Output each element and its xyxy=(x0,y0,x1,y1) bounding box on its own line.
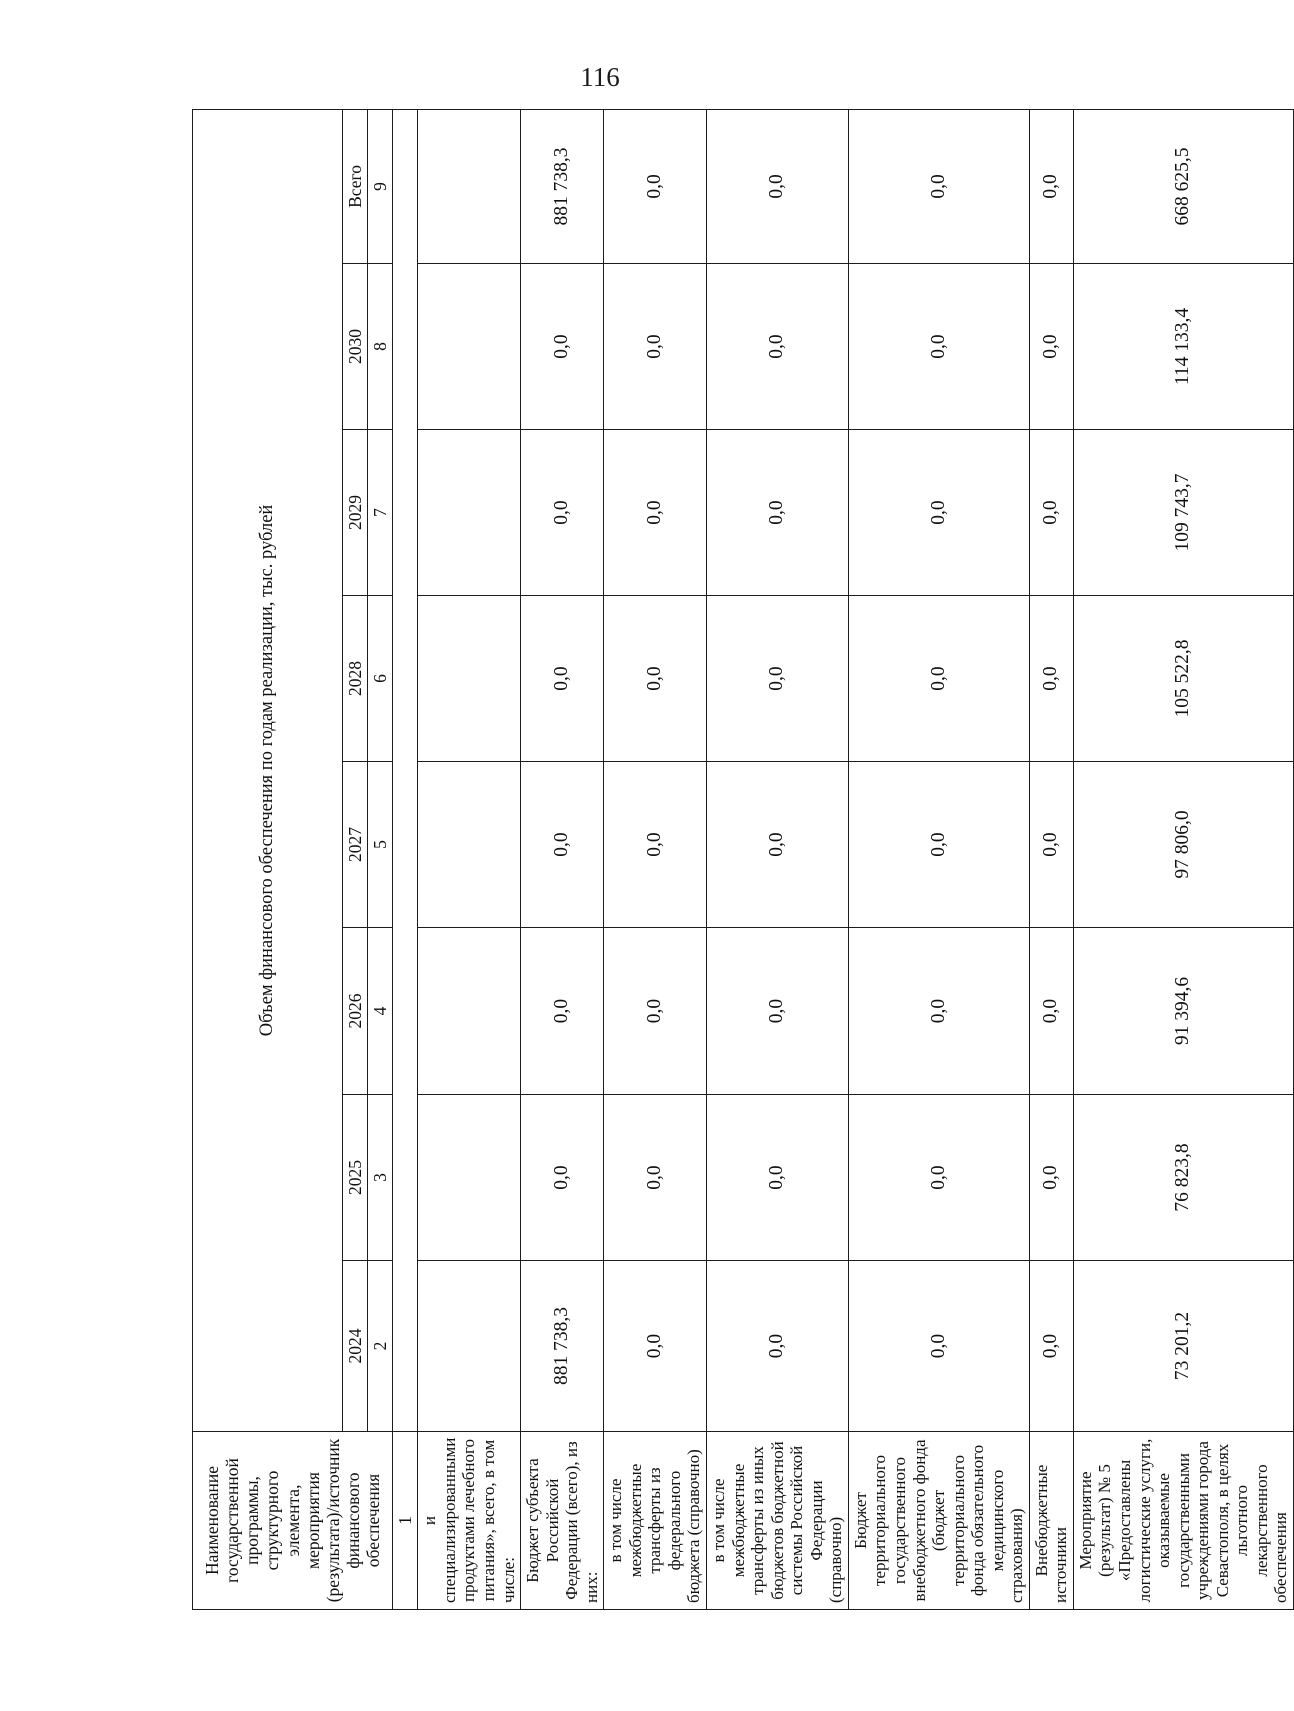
row-value xyxy=(418,109,521,263)
row-name: в том числе межбюджетные трансферты из иных бюджетов бюджетной системы Российской Федерации (справочно) xyxy=(707,1432,849,1610)
row-value: 0,0 xyxy=(707,430,849,596)
row-value xyxy=(418,430,521,596)
column-number: 2 xyxy=(368,1261,393,1432)
header-year: 2029 xyxy=(343,430,368,596)
header-total: Всего xyxy=(343,109,368,263)
header-year: 2025 xyxy=(343,1095,368,1261)
row-value: 0,0 xyxy=(707,264,849,430)
row-value: 0,0 xyxy=(1029,264,1073,430)
header-year: 2027 xyxy=(343,762,368,928)
row-value: 0,0 xyxy=(707,1095,849,1261)
column-number: 1 xyxy=(393,1432,418,1610)
row-value: 0,0 xyxy=(1029,762,1073,928)
row-value: 0,0 xyxy=(604,1261,707,1432)
row-value: 0,0 xyxy=(521,264,604,430)
row-name: и специализированными продуктами лечебного питания», всего, в том числе: xyxy=(418,1432,521,1610)
row-name: Мероприятие (результат) № 5 «Предоставлены логистические услуги, оказываемые государственными учреждениями города Севастополя, в целях льготного лекарственного обеспечения xyxy=(1073,1432,1293,1610)
row-value: 0,0 xyxy=(604,264,707,430)
row-value: 881 738,3 xyxy=(521,109,604,263)
row-value: 76 823,8 xyxy=(1073,1095,1293,1261)
table-row xyxy=(707,109,849,1609)
row-value: 0,0 xyxy=(848,109,1029,263)
row-value: 881 738,3 xyxy=(521,1261,604,1432)
header-year: 2024 xyxy=(343,1261,368,1432)
row-value: 0,0 xyxy=(707,928,849,1095)
column-number: 4 xyxy=(368,928,393,1095)
row-value: 0,0 xyxy=(1029,109,1073,263)
row-value: 0,0 xyxy=(604,596,707,762)
row-value: 0,0 xyxy=(1029,1261,1073,1432)
row-value: 0,0 xyxy=(521,928,604,1095)
row-value xyxy=(418,596,521,762)
column-number: 5 xyxy=(368,762,393,928)
row-value: 0,0 xyxy=(604,928,707,1095)
row-value: 0,0 xyxy=(707,1261,849,1432)
row-value: 0,0 xyxy=(1029,928,1073,1095)
column-number: 7 xyxy=(368,430,393,596)
header-row-1 xyxy=(193,109,343,1609)
table-row xyxy=(418,109,521,1609)
row-value: 0,0 xyxy=(848,762,1029,928)
header-name-column: Наименование государственной программы, структурного элемента, мероприятия (результата)/источник финансового обеспечения xyxy=(193,1432,393,1610)
row-value xyxy=(418,1095,521,1261)
row-value: 0,0 xyxy=(1029,1095,1073,1261)
header-row-years xyxy=(343,109,368,1609)
row-name: Бюджет территориального государственного внебюджетного фонда (бюджет территориального фонда обязательного медицинского страхования) xyxy=(848,1432,1029,1610)
row-name: Внебюджетные источники xyxy=(1029,1432,1073,1610)
row-value: 105 522,8 xyxy=(1073,596,1293,762)
table-row xyxy=(604,109,707,1609)
row-value: 0,0 xyxy=(848,928,1029,1095)
row-value xyxy=(418,264,521,430)
table-row xyxy=(1029,109,1073,1609)
row-value: 0,0 xyxy=(521,762,604,928)
column-number: 6 xyxy=(368,596,393,762)
row-value: 0,0 xyxy=(848,1261,1029,1432)
financing-table xyxy=(192,109,1294,1610)
row-value: 0,0 xyxy=(604,430,707,596)
header-year: 2028 xyxy=(343,596,368,762)
header-year: 2026 xyxy=(343,928,368,1095)
row-value: 0,0 xyxy=(521,430,604,596)
column-number: 9 xyxy=(368,109,393,263)
row-value: 0,0 xyxy=(604,1095,707,1261)
table-row xyxy=(521,109,604,1609)
row-value xyxy=(418,928,521,1095)
row-value: 0,0 xyxy=(604,109,707,263)
page-number: 116 xyxy=(580,62,620,92)
row-value: 0,0 xyxy=(848,596,1029,762)
row-value: 0,0 xyxy=(707,109,849,263)
row-value: 0,0 xyxy=(848,430,1029,596)
row-value: 109 743,7 xyxy=(1073,430,1293,596)
row-value: 91 394,6 xyxy=(1073,928,1293,1095)
column-number: 8 xyxy=(368,264,393,430)
header-year: 2030 xyxy=(343,264,368,430)
header-row-first-column-number xyxy=(393,109,418,1609)
row-value: 0,0 xyxy=(604,762,707,928)
row-value: 114 133,4 xyxy=(1073,264,1293,430)
row-value: 0,0 xyxy=(848,1095,1029,1261)
row-value: 97 806,0 xyxy=(1073,762,1293,928)
row-value: 0,0 xyxy=(707,596,849,762)
column-number-spacer xyxy=(393,109,418,1431)
header-volume-title: Объем финансового обеспечения по годам реализации, тыс. рублей xyxy=(193,109,343,1431)
row-value: 0,0 xyxy=(848,264,1029,430)
row-value xyxy=(418,1261,521,1432)
row-value: 668 625,5 xyxy=(1073,109,1293,263)
row-value: 0,0 xyxy=(521,1095,604,1261)
table-frame xyxy=(192,110,1291,1610)
table-row xyxy=(1073,109,1293,1609)
row-value xyxy=(418,762,521,928)
row-value: 0,0 xyxy=(1029,596,1073,762)
row-value: 73 201,2 xyxy=(1073,1261,1293,1432)
table-row xyxy=(848,109,1029,1609)
row-name: в том числе межбюджетные трансферты из федерального бюджета (справочно) xyxy=(604,1432,707,1610)
row-name: Бюджет субъекта Российской Федерации (всего), из них: xyxy=(521,1432,604,1610)
row-value: 0,0 xyxy=(521,596,604,762)
row-value: 0,0 xyxy=(1029,430,1073,596)
header-row-column-numbers xyxy=(368,109,393,1609)
column-number: 3 xyxy=(368,1095,393,1261)
row-value: 0,0 xyxy=(707,762,849,928)
